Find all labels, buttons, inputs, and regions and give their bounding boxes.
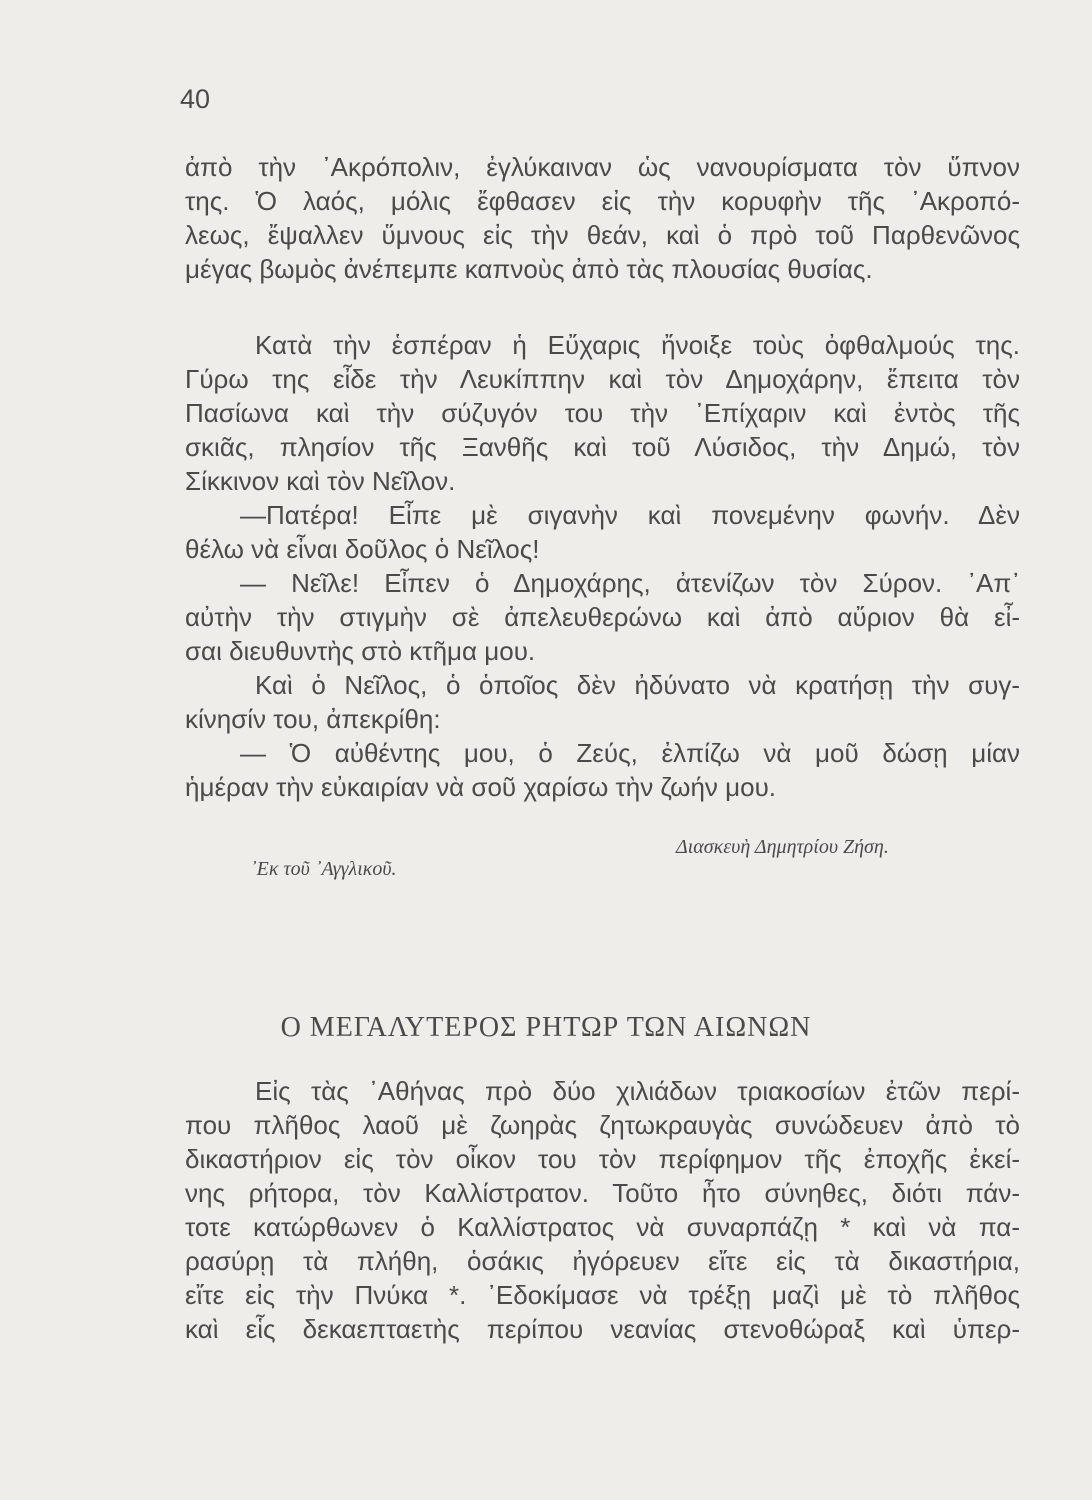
text-line: — Ὁ αὐθέντης μου, ὁ Ζεύς, ἐλπίζω νὰ μοῦ δώσῃ μίαν (240, 738, 1020, 768)
text-line: Καὶ ὁ Νεῖλος, ὁ ὁποῖος δὲν ἠδύνατο νὰ κρατήσῃ τὴν συγ- (255, 670, 1020, 700)
adaptation-credit: Διασκευὴ Δημητρίου Ζήση. (676, 836, 889, 858)
text-line: νης ρήτορα, τὸν Καλλίστρατον. Τοῦτο ἦτο σύνηθες, διότι πάν- (185, 1178, 1020, 1208)
text-line: Εἰς τὰς ᾽Αθήνας πρὸ δύο χιλιάδων τριακοσίων ἐτῶν περί- (255, 1076, 1020, 1106)
text-line: —Πατέρα! Εἶπε μὲ σιγανὴν καὶ πονεμένην φωνήν. Δὲν (240, 500, 1020, 530)
text-line: καὶ εἷς δεκαεπταετὴς περίπου νεανίας στενοθώραξ καὶ ὑπερ- (185, 1314, 1020, 1344)
text-line: ρασύρῃ τὰ πλήθη, ὁσάκις ἠγόρευεν εἴτε εἰς τὰ δικαστήρια, (185, 1246, 1020, 1276)
text-line: σαι διευθυντὴς στὸ κτῆμα μου. (185, 636, 536, 666)
page-number: 40 (180, 84, 211, 114)
text-line: εἴτε εἰς τὴν Πνύκα *. ᾽Εδοκίμασε νὰ τρέξῃ μαζὶ μὲ τὸ πλῆθος (185, 1280, 1020, 1310)
text-line: Πασίωνα καὶ τὴν σύζυγόν του τὴν ᾽Επίχαριν καὶ ἐντὸς τῆς (185, 398, 1020, 428)
text-line: δικαστήριον εἰς τὸν οἶκον του τὸν περίφημον τῆς ἐποχῆς ἐκεί- (185, 1144, 1020, 1174)
text-line: της. Ὁ λαός, μόλις ἔφθασεν εἰς τὴν κορυφὴν τῆς ᾽Ακροπό- (185, 186, 1020, 216)
text-line: ἡμέραν τὴν εὐκαιρίαν νὰ σοῦ χαρίσω τὴν ζωήν μου. (185, 772, 777, 802)
source-note: ᾽Εκ τοῦ ᾽Αγγλικοῦ. (250, 858, 397, 880)
text-line: ἀπὸ τὴν ᾽Ακρόπολιν, ἐγλύκαιναν ὡς νανουρίσματα τὸν ὕπνον (185, 152, 1020, 182)
text-line: σκιᾶς, πλησίον τῆς Ξανθῆς καὶ τοῦ Λύσιδος, τὴν Δημώ, τὸν (185, 432, 1020, 462)
text-line: Σίκκινον καὶ τὸν Νεῖλον. (185, 466, 456, 496)
text-line: Κατὰ τὴν ἑσπέραν ἡ Εὔχαρις ἤνοιξε τοὺς ὀφθαλμούς της. (255, 330, 1020, 360)
text-line: αὐτὴν τὴν στιγμὴν σὲ ἀπελευθερώνω καὶ ἀπὸ αὔριον θὰ εἶ- (185, 602, 1020, 632)
text-line: που πλῆθος λαοῦ μὲ ζωηρὰς ζητωκραυγὰς συνώδευεν ἀπὸ τὸ (185, 1110, 1020, 1140)
section-title: Ο ΜΕΓΑΛΥΤΕΡΟΣ ΡΗΤΩΡ ΤΩΝ ΑΙΩΝΩΝ (280, 1012, 812, 1043)
text-line: λεως, ἔψαλλεν ὕμνους εἰς τὴν θεάν, καὶ ὁ πρὸ τοῦ Παρθενῶνος (185, 220, 1020, 250)
text-line: θέλω νὰ εἶναι δοῦλος ὁ Νεῖλος! (185, 534, 540, 564)
text-line: — Νεῖλε! Εἶπεν ὁ Δημοχάρης, ἀτενίζων τὸν Σύρον. ᾽Απ᾽ (240, 568, 1020, 598)
text-line: μέγας βωμὸς ἀνέπεμπε καπνοὺς ἀπὸ τὰς πλουσίας θυσίας. (185, 254, 873, 284)
text-line: Γύρω της εἶδε τὴν Λευκίππην καὶ τὸν Δημοχάρην, ἔπειτα τὸν (185, 364, 1020, 394)
text-line: τοτε κατώρθωνεν ὁ Καλλίστρατος νὰ συναρπάζῃ * καὶ νὰ πα- (185, 1212, 1020, 1242)
text-line: κίνησίν του, ἀπεκρίθη: (185, 704, 441, 734)
